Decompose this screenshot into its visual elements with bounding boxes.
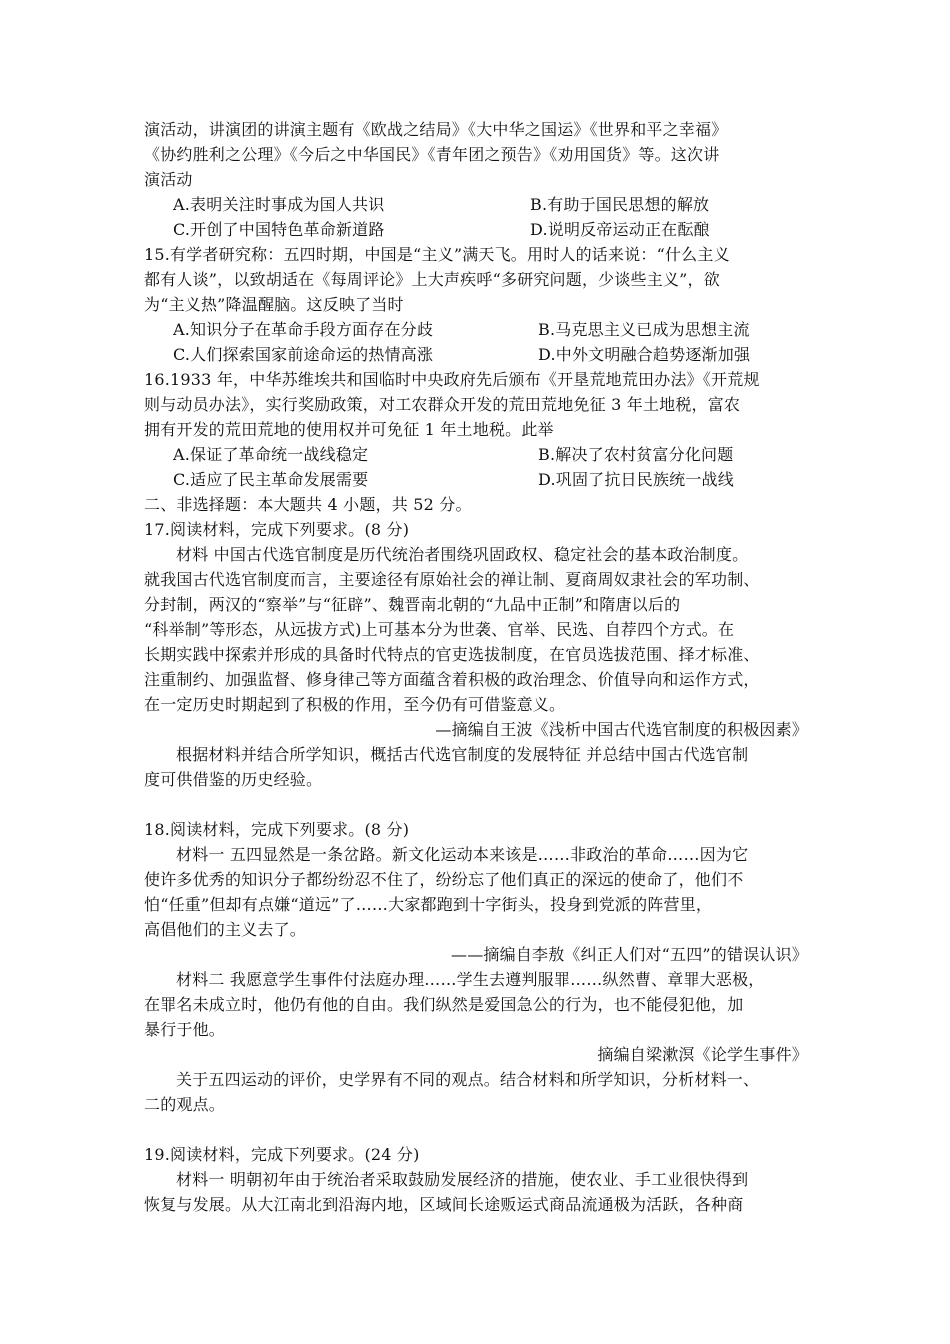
q17-material-line-2: 就我国古代选官制度而言，主要途径有原始社会的禅让制、夏商周奴隶社会的军功制、 — [144, 570, 760, 589]
q18-material2-line-2: 在罪名未成立时，他仍有他的自由。我们纵然是爱国急公的行为，也不能侵犯他，加 — [144, 995, 744, 1014]
q14-stem-line-2: 《协约胜利之公理》《今后之中华国民》《青年团之预告》《劝用国货》等。这次讲 — [144, 145, 720, 164]
q18-material1-line-4: 高倡他们的主义去了。 — [144, 920, 307, 939]
q18-material1-line-1: 材料一 五四显然是一条岔路。新文化运动本来该是……非政治的革命……因为它 — [176, 845, 749, 864]
q15-option-b: B.马克思主义已成为思想主流 — [538, 320, 750, 339]
q14-option-c: C.开创了中国特色革命新道路 — [173, 220, 385, 239]
q17-material-line-4: “科举制”等形态，从远拔方式)上可基本分为世袭、官举、民选、自荐四个方式。在 — [144, 620, 735, 639]
q15-option-a: A.知识分子在革命手段方面存在分歧 — [173, 320, 434, 339]
q19-material1-line-2: 恢复与发展。从大江南北到沿海内地，区域间长途贩运式商品流通极为活跃，各种商 — [144, 1195, 744, 1214]
q18-material1-line-2: 使许多优秀的知识分子都纷纷忍不住了，纷纷忘了他们真正的深远的使命了，他们不 — [144, 870, 744, 889]
q15-stem-line-1: 15.有学者研究称：五四时期，中国是“主义”满天飞。用时人的话来说：“什么主义 — [144, 245, 730, 264]
q14-option-a: A.表明关注时事成为国人共识 — [173, 195, 385, 214]
section-2-heading: 二、非选择题：本大题共 4 小题，共 52 分。 — [144, 495, 472, 514]
q18-material2-line-1: 材料二 我愿意学生事件付法庭办理……学生去遵判服罪……纵然曹、章罪大恶极， — [176, 970, 765, 989]
q16-option-b: B.解决了农村贫富分化问题 — [538, 445, 734, 464]
q14-option-d: D.说明反帝运动正在酝酿 — [530, 220, 710, 239]
q14-stem-line-3: 演活动 — [144, 170, 193, 189]
q17-material-line-7: 在一定历史时期起到了积极的作用，至今仍有可借鉴意义。 — [144, 695, 566, 714]
q17-material-line-5: 长期实践中探索并形成的具备时代特点的官吏选拔制度，在官员选拔范围、择才标准、 — [144, 645, 760, 664]
q17-source: —摘编自王波《浅析中国古代选官制度的积极因素》 — [435, 720, 808, 739]
q17-task-line-1: 根据材料并结合所学知识，概括古代选官制度的发展特征 并总结中国古代选官制 — [176, 745, 749, 764]
q14-stem-line-1: 演活动，讲演团的讲演主题有《欧战之结局》《大中华之国运》《世界和平之幸福》 — [144, 120, 728, 139]
q18-task-line-2: 二的观点。 — [144, 1095, 226, 1114]
q17-material-line-1: 材料 中国古代选官制度是历代统治者围绕巩固政权、稳定社会的基本政治制度。 — [176, 545, 749, 564]
q17-task-line-2: 度可供借鉴的历史经验。 — [144, 770, 323, 789]
q16-stem-line-1: 16.1933 年，中华苏维埃共和国临时中央政府先后颁布《开垦荒地荒田办法》《开荒规 — [144, 370, 760, 389]
q18-material1-line-3: 怕“任重”但却有点嫌“道远”了……大家都跑到十字街头，投身到党派的阵营里， — [144, 895, 713, 914]
q17-material-line-6: 注重制约、加强监督、修身律己等方面蕴含着积极的政治理念、价值导向和运作方式， — [144, 670, 760, 689]
q15-option-d: D.中外文明融合趋势逐渐加强 — [538, 345, 751, 364]
q19-material1-line-1: 材料一 明朝初年由于统治者采取鼓励发展经济的措施，使农业、手工业很快得到 — [176, 1170, 749, 1189]
q17-title: 17.阅读材料，完成下列要求。(8 分) — [144, 520, 410, 539]
q17-material-line-3: 分封制，两汉的“察举”与“征辟”、魏晋南北朝的“九品中正制”和隋唐以后的 — [144, 595, 681, 614]
q18-material2-line-3: 暴行于他。 — [144, 1020, 226, 1039]
q19-title: 19.阅读材料，完成下列要求。(24 分) — [144, 1145, 420, 1164]
q18-material1-source: ——摘编自李敖《纠正人们对“五四”的错误认识》 — [451, 945, 808, 964]
q15-stem-line-3: 为“主义热”降温醒脑。这反映了当时 — [144, 295, 404, 314]
q16-option-d: D.巩固了抗日民族统一战线 — [538, 470, 734, 489]
q15-option-c: C.人们探索国家前途命运的热情高涨 — [173, 345, 434, 364]
q16-option-a: A.保证了革命统一战线稳定 — [173, 445, 369, 464]
q18-task-line-1: 关于五四运动的评价，史学界有不同的观点。结合材料和所学知识，分析材料一、 — [176, 1070, 760, 1089]
q18-title: 18.阅读材料，完成下列要求。(8 分) — [144, 820, 410, 839]
q14-option-b: B.有助于国民思想的解放 — [530, 195, 710, 214]
q18-material2-source: 摘编自梁漱溟《论学生事件》 — [597, 1045, 808, 1064]
q15-stem-line-2: 都有人谈”，以致胡适在《每周评论》上大声疾呼“多研究问题，少谈些主义”，欲 — [144, 270, 720, 289]
q16-option-c: C.适应了民主革命发展需要 — [173, 470, 369, 489]
q16-stem-line-3: 拥有开发的荒田荒地的使用权并可免征 1 年土地税。此举 — [144, 420, 554, 439]
q16-stem-line-2: 则与动员办法》，实行奖励政策，对工农群众开发的荒田荒地免征 3 年土地税，富农 — [144, 395, 741, 414]
